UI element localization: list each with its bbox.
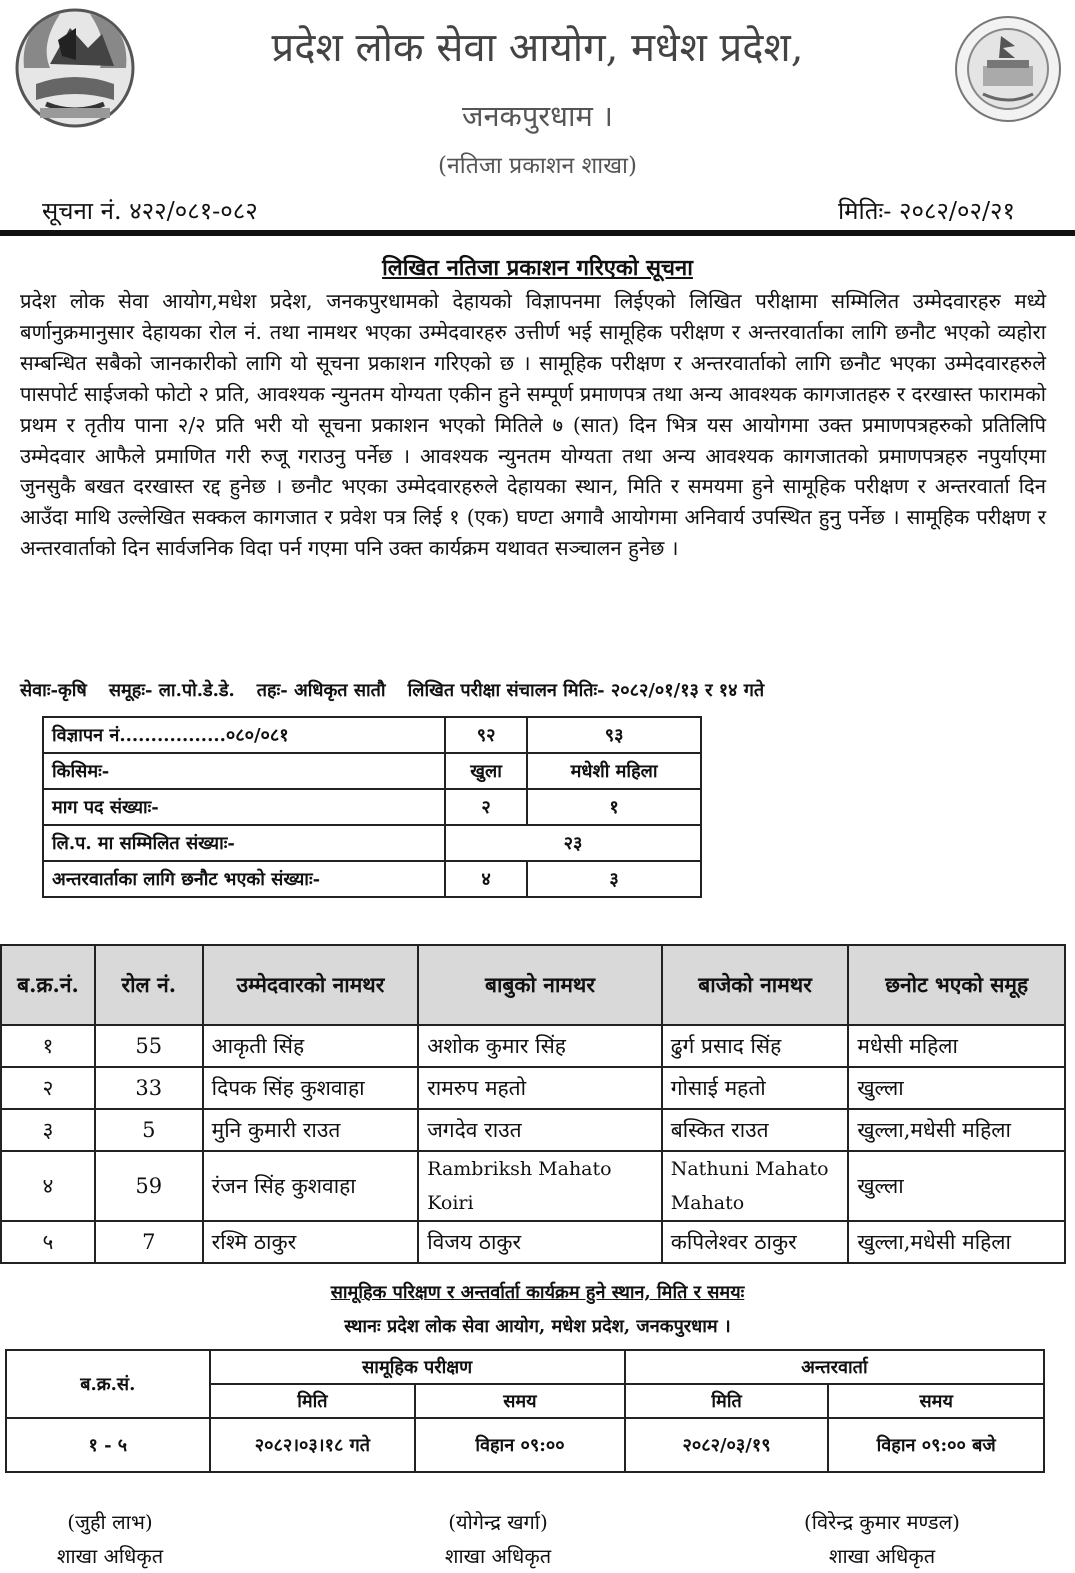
commission-city: जनकपुरधाम ।	[461, 99, 614, 133]
schedule-location: स्थानः प्रदेश लोक सेवा आयोग, मधेश प्रदेश, जनकपुरधाम ।	[344, 1316, 731, 1337]
service: सेवाः-कृषि	[20, 680, 87, 701]
signatory-title: शाखा अधिकृत	[444, 1544, 552, 1568]
candidates-table	[0, 944, 1066, 1264]
advertisement-table	[42, 716, 702, 898]
signatory-name: (जुही लाभ)	[67, 1510, 153, 1534]
table-header-row: ब.क्र.नं. रोल नं. उम्मेदवारको नामथर बाबुको नामथर बाजेको नामथर छनोट भएको समूह	[1, 945, 1065, 1025]
commission-title: प्रदेश लोक सेवा आयोग, मधेश प्रदेश,	[271, 25, 804, 71]
exam-meta	[20, 678, 1060, 702]
table-row: ५ 7 रश्मि ठाकुर विजय ठाकुर कपिलेश्वर ठाकुर खुल्ला,मधेसी महिला	[1, 1221, 1065, 1263]
exam-date: लिखित परीक्षा संचालन मितिः- २०८२/०१/१३ र १४ गते	[407, 680, 765, 701]
signature-block	[742, 1505, 1022, 1573]
table-row: माग पद संख्याः- २ १	[43, 789, 701, 825]
group: समूहः- ला.पो.डे.डे.	[108, 680, 235, 701]
level: तहः- अधिकृत सातौ	[256, 680, 386, 701]
signatory-name: (विरेन्द्र कुमार मण्डल)	[803, 1510, 960, 1534]
table-header-row: मिति समय मिति समय	[6, 1384, 1044, 1418]
notice-body: प्रदेश लोक सेवा आयोग,मधेश प्रदेश, जनकपुरधामको देहायको विज्ञापनमा लिईएको लिखित परीक्षामा सम्मिलित उम्मेदवारहरु मध्ये बर्णानुक्रमानुसार देहायका रोल नं. तथा नामथर भएका उम्मेदवारहरु उत्तीर्ण भई सामूहिक परीक्षण र अन्तरवार्ताका लागि छनौट भएको व्यहोरा सम्बन्धित सबैको जानकारीको लागि यो सूचना प्रकाशन गरिएको छ । सामूहिक परीक्षण र अन्तरवार्ताको लागि छनौट भएका उम्मेदवारहरुले पासपोर्ट साईजको फोटो २ प्रति, आवश्यक न्युनतम योग्यता एकीन हुने सम्पूर्ण प्रमाणपत्र तथा अन्य आवश्यक कागजातहरु र दरखास्त फारामको प्रथम र तृतीय पाना २/२ प्रति भरी यो सूचना प्रकाशन भएको मितिले ७ (सात) दिन भित्र यस आयोगमा उक्त प्रमाणपत्रहरुको प्रतिलिपि उम्मेदवार आफैले प्रमाणित गरी रुजू गराउनु पर्नेछ । आवश्यक न्युनतम योग्यता तथा अन्य आवश्यक कागजातको प्रमाणपत्रहरु नपुर्याएमा जुनसुकै बखत दरखास्त रद्द हुनेछ । छनौट भएका उम्मेदवारहरुले देहायका स्थान, मिति र समयमा हुने सामूहिक परीक्षण र अन्तरवार्ता दिन आउँदा माथि उल्लेखित सक्कल कागजात र प्रवेश पत्र लिई १ (एक) घण्टा अगावै आयोगमा अनिवार्य उपस्थित हुनु पर्नेछ । सामूहिक परीक्षण र अन्तरवार्ताको दिन सार्वजनिक विदा पर्न गएमा पनि उक्त कार्यक्रम यथावत सञ्चालन हुनेछ ।	[20, 289, 1046, 561]
notice-date: मितिः- २०८२/०२/२१	[837, 197, 1015, 225]
schedule-title: सामूहिक परिक्षण र अन्तर्वार्ता कार्यक्रम हुने स्थान, मिति र समयः	[330, 1282, 745, 1303]
table-row: ४ 59 रंजन सिंह कुशवाहा Rambriksh Mahato Koiri Nathuni Mahato Mahato खुल्ला	[1, 1151, 1065, 1221]
table-row: ३ 5 मुनि कुमारी राउत जगदेव राउत बस्कित राउत खुल्ला,मधेसी महिला	[1, 1109, 1065, 1151]
signature-block	[358, 1505, 638, 1573]
header-divider	[0, 230, 1075, 236]
signatory-title: शाखा अधिकृत	[56, 1544, 164, 1568]
table-row: २ 33 दिपक सिंह कुशवाहा रामरुप महतो गोसाई महतो खुल्ला	[1, 1067, 1065, 1109]
signatory-name: (योगेन्द्र खर्गा)	[448, 1510, 548, 1534]
signatory-title: शाखा अधिकृत	[828, 1544, 936, 1568]
signature-block	[0, 1505, 250, 1573]
table-row: लि.प. मा सम्मिलित संख्याः- २३	[43, 825, 701, 861]
table-row: अन्तरवार्ताका लागि छनौट भएको संख्याः- ४ ३	[43, 861, 701, 897]
table-row: विज्ञापन नं.................०८०/०८१ ९२ ९३	[43, 717, 701, 753]
schedule-table	[5, 1349, 1045, 1473]
table-row: १ 55 आकृती सिंह अशोक कुमार सिंह ढुर्ग प्रसाद सिंह मधेसी महिला	[1, 1025, 1065, 1067]
branch-name: (नतिजा प्रकाशन शाखा)	[438, 153, 637, 179]
table-header-row: ब.क्र.सं. सामूहिक परीक्षण अन्तरवार्ता	[6, 1350, 1044, 1384]
notice-number: सूचना नं. ४२२/०८१-०८२	[42, 197, 258, 225]
table-row: किसिमः- खुला मधेशी महिला	[43, 753, 701, 789]
table-row: १ - ५ २०८२।०३।१८ गते विहान ०९:०० २०८२/०३/१९ विहान ०९:०० बजे	[6, 1418, 1044, 1472]
notice-heading: लिखित नतिजा प्रकाशन गरिएको सूचना	[382, 255, 693, 281]
